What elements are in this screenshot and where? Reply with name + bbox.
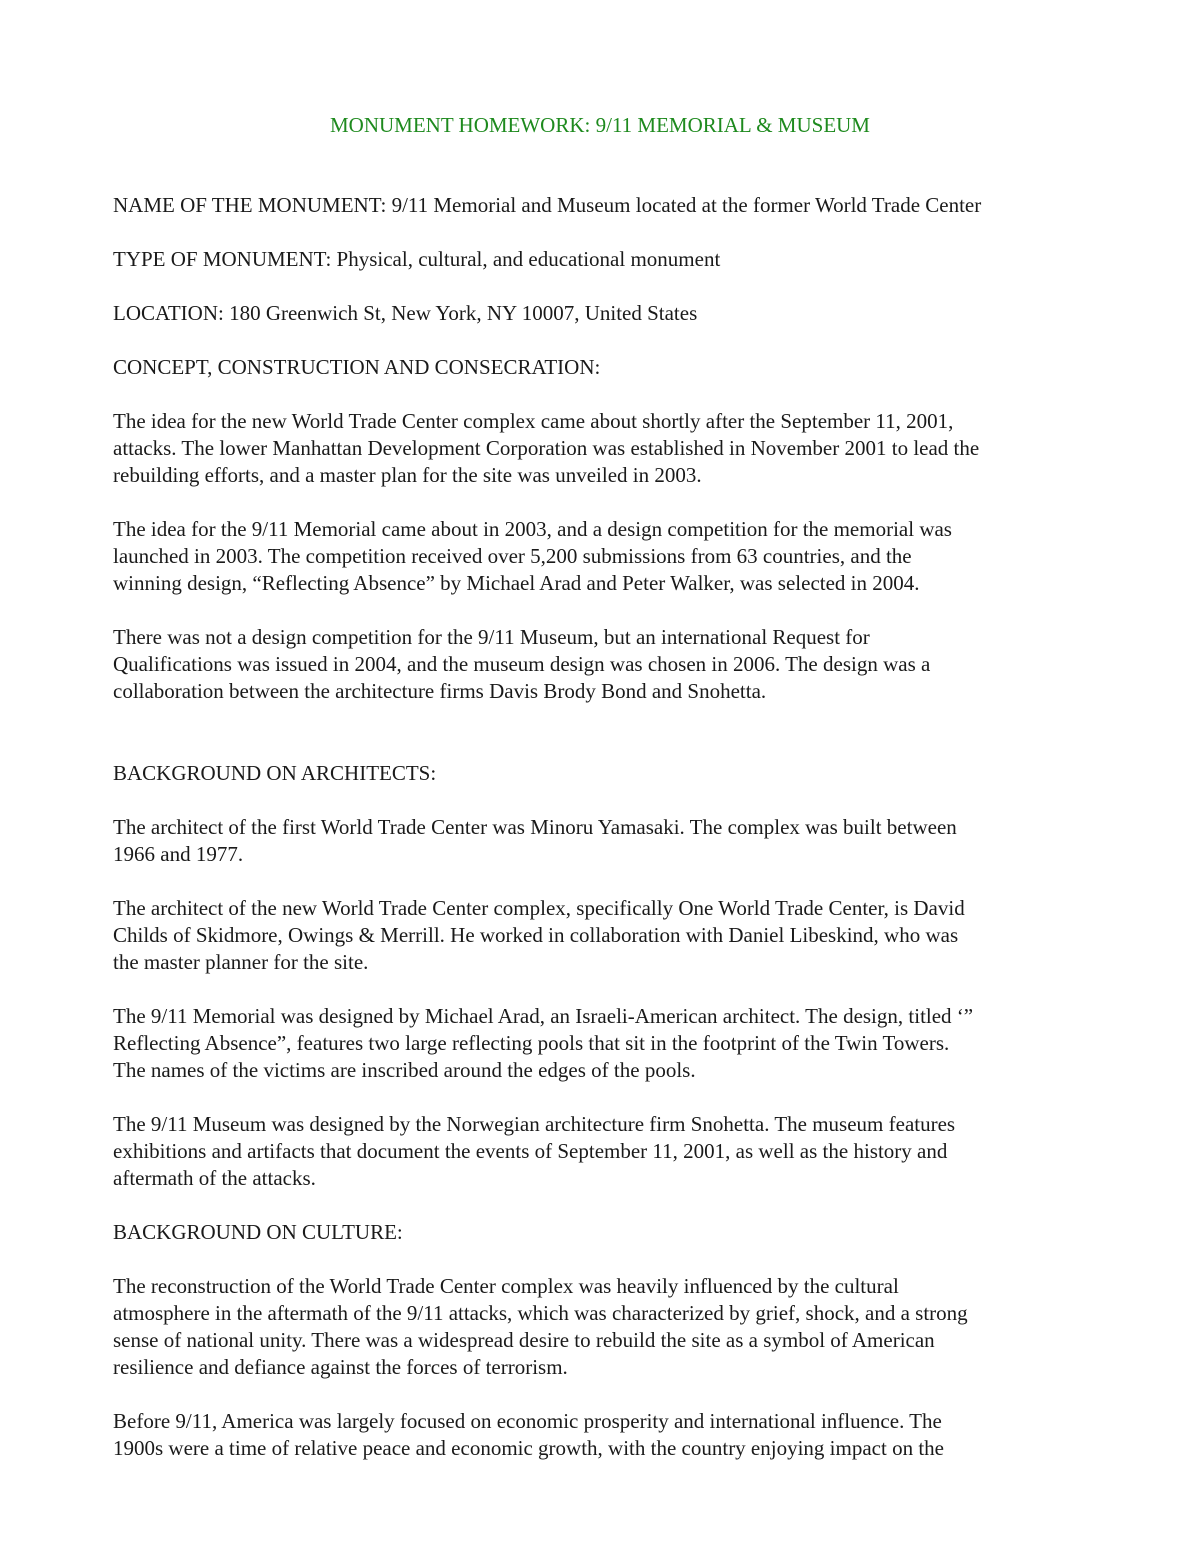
paragraph-line: resilience and defiance against the forces of terrorism.: [113, 1355, 568, 1379]
paragraph-line: launched in 2003. The competition received over 5,200 submissions from 63 countries, and the: [113, 544, 912, 568]
architects-paragraph-3: [113, 1003, 1103, 1084]
monument-type-line: TYPE OF MONUMENT: Physical, cultural, and educational monument: [113, 247, 721, 271]
paragraph-line: The names of the victims are inscribed around the edges of the pools.: [113, 1058, 696, 1082]
concept-paragraph-2: [113, 516, 1103, 597]
paragraph-line: The idea for the 9/11 Memorial came about in 2003, and a design competition for the memorial was: [113, 517, 952, 541]
concept-paragraph-3: [113, 624, 1103, 705]
paragraph-line: 1966 and 1977.: [113, 842, 244, 866]
paragraph-line: Qualifications was issued in 2004, and the museum design was chosen in 2006. The design was a: [113, 652, 931, 676]
monument-name-line: NAME OF THE MONUMENT: 9/11 Memorial and Museum located at the former World Trade Center: [113, 193, 982, 217]
architects-paragraph-1: [113, 814, 1103, 868]
paragraph-line: The architect of the first World Trade Center was Minoru Yamasaki. The complex was built between: [113, 815, 957, 839]
culture-paragraph-1: [113, 1273, 1103, 1381]
architects-paragraph-4: [113, 1111, 1103, 1192]
paragraph-line: aftermath of the attacks.: [113, 1166, 316, 1190]
paragraph-line: winning design, “Reflecting Absence” by Michael Arad and Peter Walker, was selected in 2004.: [113, 571, 920, 595]
culture-heading: BACKGROUND ON CULTURE:: [113, 1220, 403, 1244]
paragraph-line: Reflecting Absence”, features two large reflecting pools that sit in the footprint of the Twin Towers.: [113, 1031, 950, 1055]
concept-heading: CONCEPT, CONSTRUCTION AND CONSECRATION:: [113, 355, 601, 379]
paragraph-line: The 9/11 Memorial was designed by Michael Arad, an Israeli-American architect. The design, titled ‘”: [113, 1004, 974, 1028]
paragraph-line: The idea for the new World Trade Center complex came about shortly after the September 11, 2001,: [113, 409, 954, 433]
paragraph-line: The reconstruction of the World Trade Center complex was heavily influenced by the cultural: [113, 1274, 899, 1298]
concept-paragraph-1: [113, 408, 1103, 489]
architects-heading: BACKGROUND ON ARCHITECTS:: [113, 761, 437, 785]
paragraph-line: Childs of Skidmore, Owings & Merrill. He worked in collaboration with Daniel Libeskind, who was: [113, 923, 959, 947]
document-title: MONUMENT HOMEWORK: 9/11 MEMORIAL & MUSEUM: [330, 113, 870, 137]
paragraph-line: the master planner for the site.: [113, 950, 369, 974]
paragraph-line: The architect of the new World Trade Center complex, specifically One World Trade Center, is David: [113, 896, 965, 920]
paragraph-line: attacks. The lower Manhattan Development Corporation was established in November 2001 to lead the: [113, 436, 980, 460]
architects-paragraph-2: [113, 895, 1103, 976]
paragraph-line: atmosphere in the aftermath of the 9/11 attacks, which was characterized by grief, shock, and a strong: [113, 1301, 968, 1325]
paragraph-line: exhibitions and artifacts that document the events of September 11, 2001, as well as the history and: [113, 1139, 948, 1163]
paragraph-line: sense of national unity. There was a widespread desire to rebuild the site as a symbol of American: [113, 1328, 935, 1352]
paragraph-line: collaboration between the architecture firms Davis Brody Bond and Snohetta.: [113, 679, 767, 703]
paragraph-line: 1900s were a time of relative peace and economic growth, with the country enjoying impact on the: [113, 1436, 944, 1460]
culture-paragraph-2: [113, 1408, 1103, 1462]
paragraph-line: Before 9/11, America was largely focused on economic prosperity and international influence. The: [113, 1409, 942, 1433]
paragraph-line: There was not a design competition for the 9/11 Museum, but an international Request for: [113, 625, 870, 649]
paragraph-line: rebuilding efforts, and a master plan for the site was unveiled in 2003.: [113, 463, 702, 487]
paragraph-line: The 9/11 Museum was designed by the Norwegian architecture firm Snohetta. The museum features: [113, 1112, 956, 1136]
location-line: LOCATION: 180 Greenwich St, New York, NY 10007, United States: [113, 301, 698, 325]
